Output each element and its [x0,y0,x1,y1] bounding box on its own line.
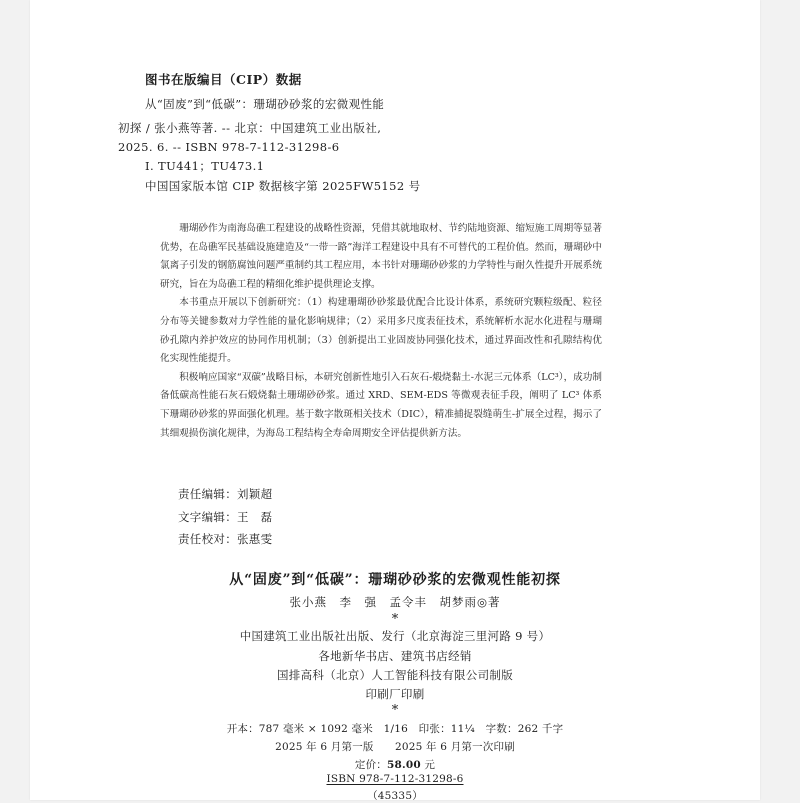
price-unit: 元 [420,759,436,771]
book-title: 从“固废”到“低碳”：珊瑚砂砂浆的宏微观性能初探 [229,572,561,588]
abstract-paragraph: 本书重点开展以下创新研究：（1）构建珊瑚砂砂浆最优配合比设计体系，系统研究颗粒级配、粒径分布等关键参数对力学性能的量化影响规律；（2）采用多尺度表征技术，系统解析水泥水化进程与珊瑚砂孔隙内养护效应的协同作用机制；（3）创新提出工业固废协同强化技术，通过界面改性和孔隙结构优化实现性能提升。 [160,297,602,365]
price-label: 定价： [354,759,387,771]
cip-line: Ⅰ. TU441；TU473.1 [145,159,265,173]
separator-star: * [391,612,399,627]
responsible-editor: 责任编辑：刘颖超 [178,487,273,501]
cip-line: 从“固废”到“低碳”：珊瑚砂砂浆的宏微观性能 [145,97,385,111]
distributor: 各地新华书店、建筑书店经销 [318,649,472,663]
edition-info: 2025 年 6 月第一版 2025 年 6 月第一次印刷 [275,741,515,753]
isbn-number: ISBN 978-7-112-31298-6 [326,773,464,785]
abstract-paragraph: 积极响应国家“双碳”战略目标，本研究创新性地引入石灰石-煅烧黏土-水泥三元体系（LC³），成功制备低碳高性能石灰石煅烧黏土珊瑚砂砂浆。通过 XRD、SEM-EDS 等微观表征手段，阐明了 LC³ 体系下珊瑚砂砂浆的界面强化机理。基于数字散斑相关技术（DIC），精准捕捉裂缝萌生-扩展全过程，揭示了其细观损伤演化规律，为海岛工程结构全寿命周期安全评估提供新方法。 [160,371,602,439]
isbn [30,773,760,785]
abstract [160,220,602,443]
publisher: 中国建筑工业出版社出版、发行（北京海淀三里河路 9 号） [239,629,551,643]
separator-star: * [391,703,399,718]
cip-line: 中国国家版本馆 CIP 数据核字第 2025FW5152 号 [145,179,421,193]
price [30,757,760,772]
authors: 张小燕 李 强 孟令丰 胡梦雨◎著 [289,595,501,609]
abstract-paragraph: 珊瑚砂作为南海岛礁工程建设的战略性资源，凭借其就地取材、节约陆地资源、缩短施工周期等显著优势，在岛礁军民基础设施建造及“一带一路”海洋工程建设中具有不可替代的工程价值。然而，珊瑚砂中氯离子引发的钢筋腐蚀问题严重制约其工程应用，本书针对珊瑚砂砂浆的力学特性与耐久性提升开展系统研究，旨在为岛礁工程的精细化维护提供理论支撑。 [160,223,602,290]
format-specs: 开本：787 毫米 × 1092 毫米 1/16 印张：11¼ 字数：262 千字 [226,723,564,735]
book-code: （45335） [367,790,423,802]
price-value: 58.00 [386,759,421,771]
cip-line: 初探 / 张小燕等著. -- 北京：中国建筑工业出版社, [118,121,382,135]
copyright-page [30,0,760,800]
cip-line: 2025. 6. -- ISBN 978-7-112-31298-6 [118,140,340,154]
proofreader: 责任校对：张惠雯 [178,532,273,546]
cip-heading: 图书在版编目（CIP）数据 [145,72,302,87]
printer: 印刷厂印刷 [365,687,425,701]
typesetter: 国排高科（北京）人工智能科技有限公司制版 [277,668,513,682]
text-editor: 文字编辑：王 磊 [178,510,273,524]
